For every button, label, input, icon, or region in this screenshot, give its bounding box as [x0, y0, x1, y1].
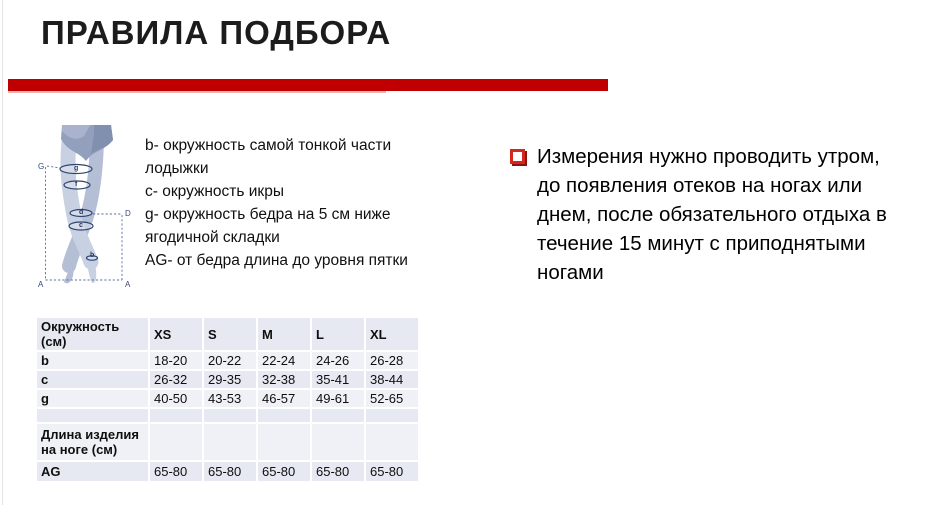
legend-item-c: c- окружность икры	[145, 183, 284, 200]
page-title: ПРАВИЛА ПОДБОРА	[41, 14, 392, 51]
label-g: g	[74, 165, 79, 172]
label-f: f	[75, 181, 78, 188]
slide-left-edge	[2, 0, 3, 505]
empty-cell	[150, 424, 202, 460]
empty-cell	[312, 424, 364, 460]
legend-item-g: g- окружность бедра на 5 см ниже ягодичной складки	[145, 206, 391, 246]
table-spacer-row	[37, 409, 418, 422]
cell: 20-22	[204, 352, 256, 369]
measurement-note	[510, 142, 920, 287]
table-row-c	[37, 371, 418, 388]
checkbox-bullet-icon	[510, 149, 525, 164]
empty-cell	[150, 409, 202, 422]
col-header-s: S	[204, 318, 256, 350]
table-section-row-length	[37, 424, 418, 460]
col-header-m: M	[258, 318, 310, 350]
size-table	[35, 316, 420, 483]
row-label: g	[37, 390, 148, 407]
legend-item-ag: AG- от бедра длина до уровня пятки	[145, 252, 408, 269]
label-d: d	[79, 209, 84, 216]
col-header-xl: XL	[366, 318, 418, 350]
cell: 46-57	[258, 390, 310, 407]
empty-cell	[312, 409, 364, 422]
empty-cell	[366, 409, 418, 422]
label-A-right: A	[125, 280, 131, 289]
cell: 38-44	[366, 371, 418, 388]
cell: 65-80	[204, 462, 256, 481]
row-label: AG	[37, 462, 148, 481]
cell: 65-80	[312, 462, 364, 481]
cell: 35-41	[312, 371, 364, 388]
measurement-legend	[145, 134, 453, 272]
label-b: b	[90, 252, 95, 259]
label-A-left: A	[38, 280, 44, 289]
cell: 26-28	[366, 352, 418, 369]
empty-cell	[366, 424, 418, 460]
empty-cell	[258, 424, 310, 460]
cell: 29-35	[204, 371, 256, 388]
cell: 26-32	[150, 371, 202, 388]
cell: 65-80	[366, 462, 418, 481]
cell: 49-61	[312, 390, 364, 407]
cell: 22-24	[258, 352, 310, 369]
cell: 40-50	[150, 390, 202, 407]
cell: 18-20	[150, 352, 202, 369]
table-header-row	[37, 318, 418, 350]
row-label: b	[37, 352, 148, 369]
cell: 65-80	[258, 462, 310, 481]
section-label: Длина изделия на ноге (см)	[37, 424, 148, 460]
cell: 43-53	[204, 390, 256, 407]
note-text: Измерения нужно проводить утром, до появления отеков на ногах или днем, после обязательного отдыха в течение 15 минут с приподнятыми ногами	[537, 145, 887, 284]
title-accent-bar-shadow	[8, 91, 386, 93]
cell: 65-80	[150, 462, 202, 481]
row-label: c	[37, 371, 148, 388]
col-header-circumference: Окружность (см)	[37, 318, 148, 350]
empty-cell	[37, 409, 148, 422]
col-header-xs: XS	[150, 318, 202, 350]
label-G: G	[38, 162, 45, 171]
legend-item-b: b- окружность самой тонкой части лодыжки	[145, 137, 392, 177]
col-header-l: L	[312, 318, 364, 350]
label-c: c	[79, 222, 83, 229]
title-accent-bar	[8, 79, 608, 91]
table-row-b	[37, 352, 418, 369]
table-row-g	[37, 390, 418, 407]
cell: 24-26	[312, 352, 364, 369]
guide-G-horizontal	[47, 166, 60, 168]
table-row-ag	[37, 462, 418, 481]
empty-cell	[258, 409, 310, 422]
cell: 32-38	[258, 371, 310, 388]
empty-cell	[204, 409, 256, 422]
empty-cell	[204, 424, 256, 460]
cell: 52-65	[366, 390, 418, 407]
label-D: D	[125, 209, 131, 218]
legs-measurement-diagram	[36, 124, 140, 296]
